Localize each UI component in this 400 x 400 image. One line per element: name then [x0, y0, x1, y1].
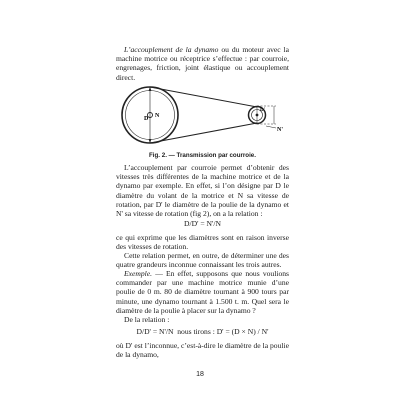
label-d: D: [144, 116, 149, 122]
paragraph-intro: [116, 45, 289, 82]
example-rest: — En effet, supposons que nous voulions commander par une machine motrice munie d’une poulie de 0 m. 80 de diamètre tournant à 900 tours par minute, une dynamo tournant à 1.500 t. m. Quel sera le diamètre de la poulie à placer sur la dynamo ?: [116, 269, 289, 315]
paragraph-determine: Cette relation permet, en outre, de déterminer une des quatre grandeurs inconnue connaissant les trois autres.: [116, 251, 289, 270]
page-number: 18: [196, 371, 204, 378]
paragraph-example: [116, 269, 289, 315]
belt-transmission-figure: [118, 78, 290, 150]
paragraph-inverse: ce qui exprime que les diamètres sont en raison inverse des vitesses de rotation.: [116, 233, 289, 252]
belt-bottom: [150, 123, 257, 143]
figure-caption: Fig. 2. — Transmission par courroie.: [149, 152, 256, 159]
belt-top: [150, 87, 257, 107]
formula-solve: D/D' = N'/N nous tirons : D' = (D × N) / N': [136, 327, 269, 336]
label-n: N: [155, 113, 160, 119]
label-d-prime: D': [260, 108, 265, 113]
intro-rest: ou du moteur avec la machine motrice ou réceptrice s’effectue : par courroie, engrenages, friction, joint élastique ou accouplement direct.: [116, 45, 290, 82]
intro-italic: L’accouplement de la dynamo: [124, 45, 219, 54]
label-n-prime: N': [277, 127, 283, 133]
paragraph-from-relation: De la relation :: [124, 315, 170, 324]
formula-ratio: D/D' = N'/N: [184, 219, 221, 228]
paragraph-unknown: où D' est l’inconnue, c’est-à-dire le diamètre de la poulie de la dynamo,: [116, 341, 289, 360]
example-italic: Exemple.: [124, 269, 153, 278]
paragraph-relation: L’accouplement par courroie permet d’obtenir des vitesses très différentes de la machine motrice et de la dynamo par exemple. En effet, si l’on désigne par D le diamètre du volant de la motrice et N sa vitesse de rotation, par D' le diamètre de la poulie de la dynamo et N' sa vitesse de rotation (fig 2), on a la relation :: [116, 163, 289, 219]
